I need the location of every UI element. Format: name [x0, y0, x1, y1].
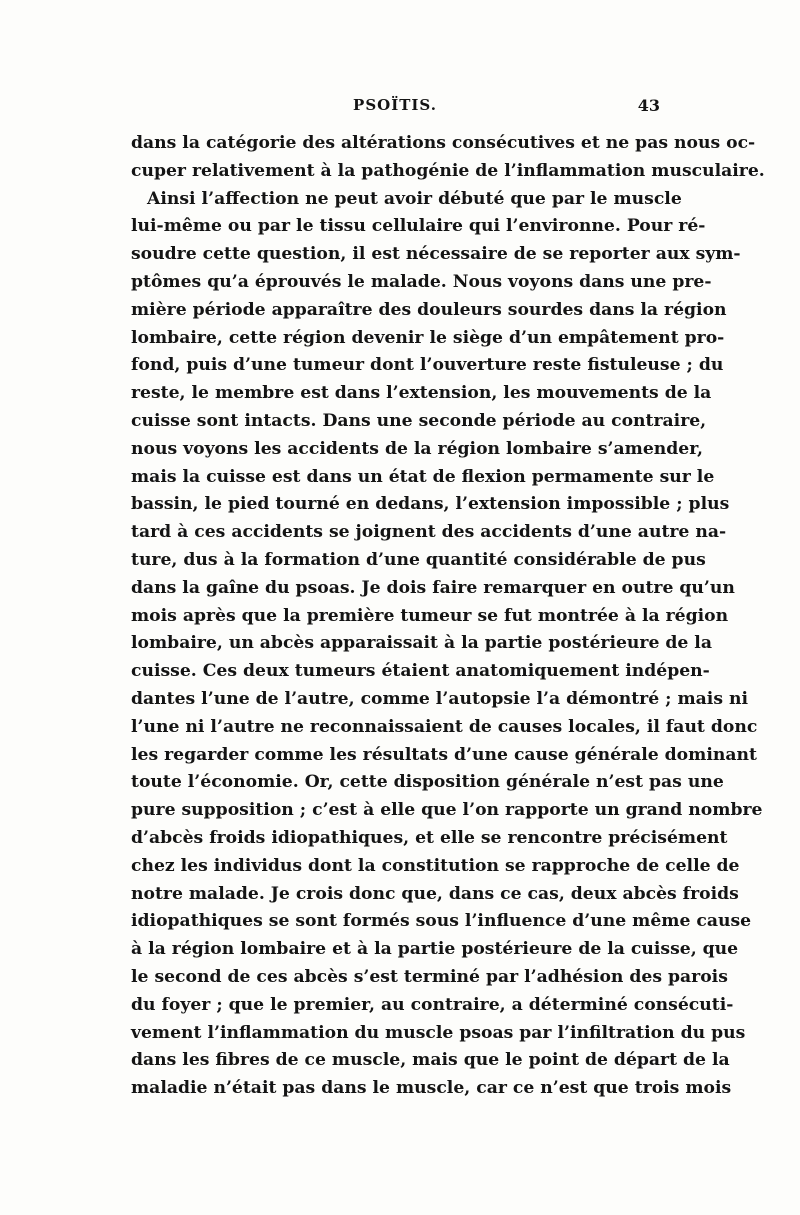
text-line: toute l’économie. Or, cette disposition générale n’est pas une: [131, 772, 724, 793]
text-line: du foyer ; que le premier, au contraire, a déterminé consécuti-: [131, 994, 734, 1015]
text-line: ptômes qu’a éprouvés le malade. Nous voyons dans une pre-: [131, 271, 712, 292]
text-line: mois après que la première tumeur se fut montrée à la région: [131, 605, 729, 626]
text-line: le second de ces abcès s’est terminé par l’adhésion des parois: [131, 966, 728, 987]
text-line: ture, dus à la formation d’une quantité considérable de pus: [131, 549, 706, 570]
text-line: cuisse sont intacts. Dans une seconde période au contraire,: [131, 410, 707, 431]
text-line: lui-même ou par le tissu cellulaire qui l’environne. Pour ré-: [131, 216, 706, 237]
text-line: Ainsi l’affection ne peut avoir débuté que par le muscle: [147, 188, 682, 209]
running-head: [130, 96, 660, 118]
text-line: dantes l’une de l’autre, comme l’autopsie l’a démontré ; mais ni: [131, 688, 749, 709]
page-number: 43: [637, 96, 660, 115]
text-line: à la région lombaire et à la partie postérieure de la cuisse, que: [131, 939, 739, 960]
text-line: mais la cuisse est dans un état de flexion permamente sur le: [131, 466, 715, 487]
text-line: soudre cette question, il est nécessaire de se reporter aux sym-: [131, 244, 741, 265]
text-line: cuper relativement à la pathogénie de l’inflammation musculaire.: [131, 160, 765, 181]
running-title: PSOÏTIS.: [353, 96, 437, 114]
text-line: pure supposition ; c’est à elle que l’on rapporte un grand nombre: [131, 800, 763, 821]
text-line: les regarder comme les résultats d’une cause générale dominant: [131, 744, 757, 765]
text-line: idiopathiques se sont formés sous l’influence d’une même cause: [131, 911, 752, 932]
text-line: bassin, le pied tourné en dedans, l’extension impossible ; plus: [131, 494, 730, 515]
text-line: mière période apparaître des douleurs sourdes dans la région: [131, 299, 727, 320]
text-line: l’une ni l’autre ne reconnaissaient de causes locales, il faut donc: [131, 716, 758, 737]
text-line: maladie n’était pas dans le muscle, car ce n’est que trois mois: [131, 1078, 732, 1099]
text-line: chez les individus dont la constitution se rapproche de celle de: [131, 855, 740, 876]
text-line: notre malade. Je crois donc que, dans ce cas, deux abcès froids: [131, 883, 739, 904]
text-line: dans les fibres de ce muscle, mais que le point de départ de la: [131, 1050, 730, 1071]
text-line: dans la gaîne du psoas. Je dois faire remarquer en outre qu’un: [131, 577, 735, 598]
text-line: lombaire, cette région devenir le siège d’un empâtement pro-: [131, 327, 725, 348]
text-line: cuisse. Ces deux tumeurs étaient anatomiquement indépen-: [131, 661, 710, 682]
text-line: nous voyons les accidents de la région lombaire s’amender,: [131, 438, 704, 459]
body-text: [131, 130, 765, 1103]
text-line: fond, puis d’une tumeur dont l’ouverture reste fistuleuse ; du: [131, 355, 724, 376]
text-line: lombaire, un abcès apparaissait à la partie postérieure de la: [131, 633, 712, 654]
text-line: d’abcès froids idiopathiques, et elle se rencontre précisément: [131, 827, 728, 848]
text-line: tard à ces accidents se joignent des accidents d’une autre na-: [131, 522, 727, 543]
text-line: vement l’inflammation du muscle psoas par l’infiltration du pus: [131, 1022, 746, 1043]
text-line: reste, le membre est dans l’extension, les mouvements de la: [131, 383, 712, 404]
text-line: dans la catégorie des altérations consécutives et ne pas nous oc-: [131, 133, 756, 153]
